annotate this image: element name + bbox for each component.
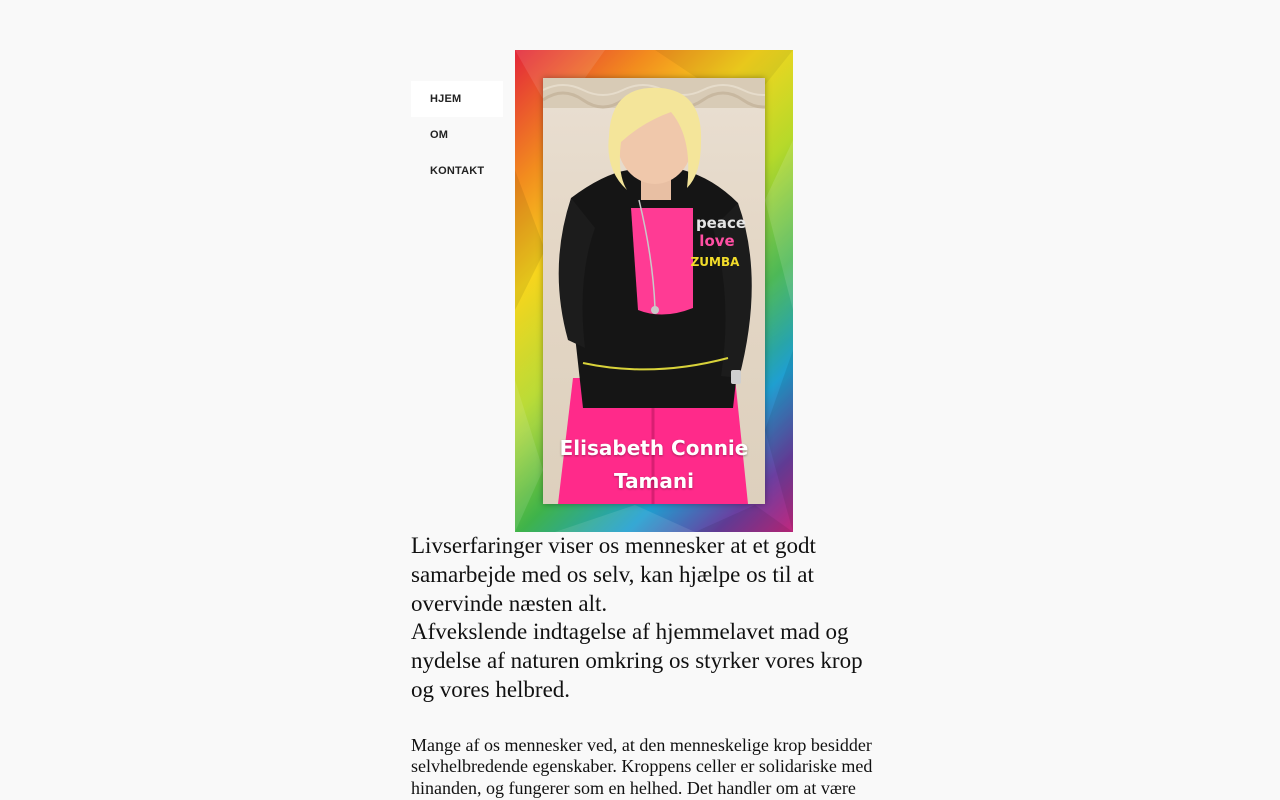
body-paragraph: Mange af os mennesker ved, at den menneskelige krop besidder selvhelbredende egenskaber. Kroppens celler er solidariske med hinanden, og fungerer som en helhed. Det handler om at være: [411, 734, 873, 798]
profile-photo: [543, 78, 765, 504]
shirt-text-love: love: [699, 232, 735, 250]
shirt-text-zumba: ZUMBA: [690, 255, 740, 269]
lead-paragraph-2: Afvekslende indtagelse af hjemmelavet mad og nydelse af naturen omkring os styrker vores krop og vores helbred.: [411, 619, 863, 702]
hero-banner: [515, 50, 793, 532]
nav-item-om[interactable]: OM: [430, 129, 449, 141]
main-content: [411, 532, 881, 799]
photo-caption-name: Elisabeth Connie: [559, 436, 749, 460]
nav-item-hjem[interactable]: HJEM: [411, 81, 503, 117]
nav-item-kontakt[interactable]: KONTAKT: [430, 165, 485, 177]
shirt-text-peace: peace: [695, 214, 747, 232]
main-nav: [411, 81, 503, 189]
photo-caption-surname: Tamani: [614, 469, 694, 493]
lead-paragraph-1: Livserfaringer viser os mennesker at et godt samarbejde med os selv, kan hjælpe os til at overvinde næsten alt.: [411, 533, 816, 616]
